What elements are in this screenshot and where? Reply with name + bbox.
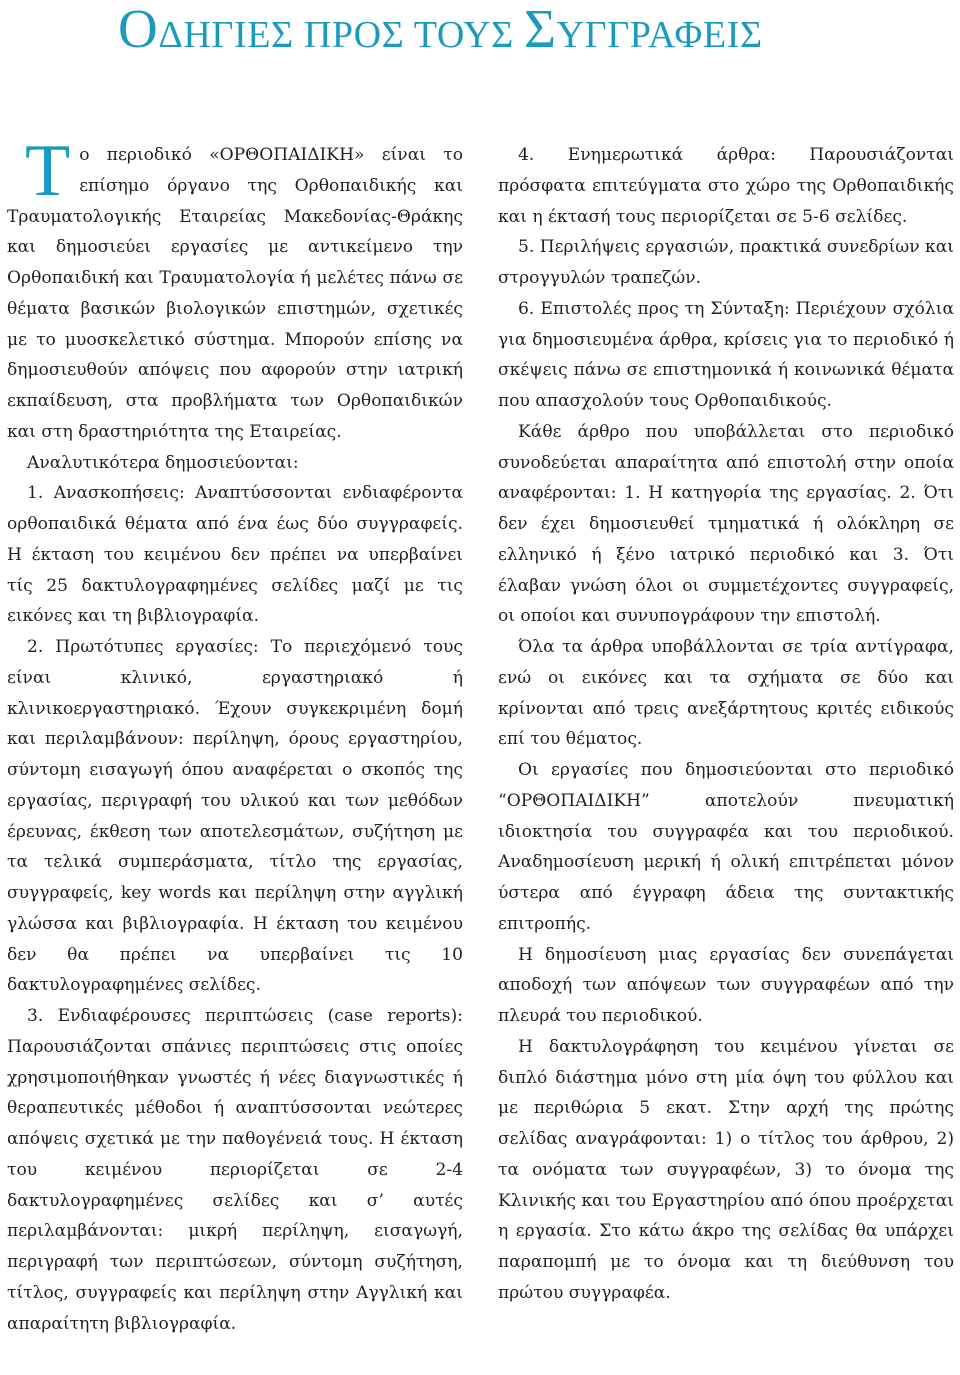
- typing-instructions-paragraph: Η δακτυλογράφηση του κειμένου γίνεται σε διπλό διάστημα μόνο στη μία όψη του φύλλου και με περιθώρια 5 εκατ. Στην αρχή της πρώτης σελίδας αναγράφονται: 1) ο τίτλος του άρθρου, 2) τα ονόματα των συγγραφέων, 3) το όνομα της Κλινικής και του Εργαστηρίου από όπου προέρχεται η εργασία. Στο κάτω άκρο της σελίδας θα υπάρχει παραπομπή με το όνομα και τη διεύθυνση του πρώτου συγγραφέα.: [498, 1036, 954, 1303]
- title-initial: Ο: [118, 0, 159, 59]
- left-column: [7, 130, 463, 1339]
- review-paragraph: Όλα τα άρθρα υποβάλλονται σε τρία αντίγραφα, ενώ οι εικόνες και τα σχήματα σε δύο και κρίνονται από τρεις ανεξάρτητους κριτές ειδικούς επί του θέματος.: [498, 637, 954, 750]
- title-initial: Σ: [523, 0, 557, 59]
- item-informative-articles: 4. Ενημερωτικά άρθρα: Παρουσιάζονται πρόσφατα επιτεύγματα στο χώρο της Ορθοπαιδικής και η έκτασή τους περιορίζεται σε 5-6 σελίδες.: [498, 145, 954, 227]
- intro-paragraph: [7, 130, 463, 448]
- item-original-papers: 2. Πρωτότυπες εργασίες: Το περιεχόμενό τους είναι κλινικό, εργαστηριακό ή κλινικοεργαστηριακό. Έχουν συγκεκριμένη δομή και περιλαμβάνουν: περίληψη, όρους εργαστηρίου, σύντομη εισαγωγή όπου αναφέρεται ο σκοπός της εργασίας, περιγραφή του υλικού και των μεθόδων έρευνας, έκθεση των αποτελεσμάτων, συζήτηση με τα τελικά συμπεράσματα, τίτλο της εργασίας, συγγραφείς, key words και περίληψη στην αγγλική γλώσσα και βιβλιογραφία. Η έκταση του κειμένου δεν θα πρέπει να υπερβαίνει τις 10 δακτυλογραφημένες σελίδες.: [7, 637, 463, 996]
- intro-text: ο περιοδικό «ΟΡΘΟΠΑΙΔΙΚΗ» είναι το επίσημο όργανο της Ορθοπαιδικής και Τραυματολογικής Εταιρείας Μακεδονίας-Θράκης και δημοσιεύει εργασίες με αντικείμενο την Ορθοπαιδική και Τραυματολογία ή μελέτες πάνω σε θέματα βασικών βιολογικών επιστημών, σχετικές με το μυοσκελετικό σύστημα. Μπορούν επίσης να δημοσιευθούν απόψεις που αφορούν στην ιατρική εκπαίδευση, στα προβλήματα των Ορθοπαιδικών και στη δραστηριότητα της Εταιρείας.: [7, 145, 463, 442]
- cover-letter-paragraph: Κάθε άρθρο που υποβάλλεται στο περιοδικό συνοδεύεται απαραίτητα από επιστολή στην οποία αναφέρονται: 1. Η κατηγορία της εργασίας. 2. Ότι δεν έχει δημοσιευθεί τμηματικά ή ολόκληρη σε ελληνικό ή ξένο ιατρικό περιοδικό και 3. Ότι έλαβαν γνώση όλοι οι συμμετέχοντες συγγραφείς, οι οποίοι και συνυπογράφουν την επιστολή.: [498, 421, 954, 627]
- item-abstracts: 5. Περιλήψεις εργασιών, πρακτικά συνεδρίων και στρογγυλών τραπεζών.: [498, 237, 954, 288]
- right-column: [498, 140, 954, 1309]
- list-intro: Αναλυτικότερα δημοσιεύονται:: [27, 452, 299, 473]
- title-text: ΔΗΓΙΕΣ ΠΡΟΣ ΤΟΥΣ: [158, 14, 514, 56]
- item-letters: 6. Επιστολές προς τη Σύνταξη: Περιέχουν σχόλια για δημοσιευμένα άρθρα, κρίσεις για το περιοδικό ή σκέψεις πάνω σε επιστημονικά ή κοινωνικά θέματα που απασχολούν τους Ορθοπαιδικούς.: [498, 298, 954, 411]
- page-title: [118, 2, 858, 62]
- item-reviews: 1. Ανασκοπήσεις: Αναπτύσσονται ενδιαφέροντα ορθοπαιδικά θέματα από ένα έως δύο συγγραφείς. Η έκταση του κειμένου δεν πρέπει να υπερβαίνει τίς 25 δακτυλογραφημένες σελίδες μαζί με τις εικόνες και τη βιβλιογραφία.: [7, 483, 463, 627]
- drop-cap: Τ: [25, 130, 71, 212]
- title-text: ΥΓΓΡΑΦΕΙΣ: [556, 14, 763, 56]
- disclaimer-paragraph: Η δημοσίευση μιας εργασίας δεν συνεπάγεται αποδοχή των απόψεων των συγγραφέων από την πλευρά του περιοδικού.: [498, 944, 954, 1026]
- copyright-paragraph: Οι εργασίες που δημοσιεύονται στο περιοδικό “ΟΡΘΟΠΑΙΔΙΚΗ” αποτελούν πνευματική ιδιοκτησία του συγγραφέα και του περιοδικού. Αναδημοσίευση μερική ή ολική επιτρέπεται μόνον ύστερα από έγγραφη άδεια της συντακτικής επιτροπής.: [498, 760, 954, 934]
- item-case-reports: 3. Ενδιαφέρουσες περιπτώσεις (case reports): Παρουσιάζονται σπάνιες περιπτώσεις στις οποίες χρησιμοποιήθηκαν γνωστές ή νέες διαγνωστικές ή θεραπευτικές μέθοδοι ή αναπτύσσονται νεώτερες απόψεις σχετικά με την παθογένειά τους. Η έκταση του κειμένου περιορίζεται σε 2-4 δακτυλογραφημένες σελίδες και σ’ αυτές περιλαμβάνονται: μικρή περίληψη, εισαγωγή, περιγραφή των περιπτώσεων, σύντομη συζήτηση, τίτλος, συγγραφείς και περίληψη στην Αγγλική και απαραίτητη βιβλιογραφία.: [7, 1006, 463, 1334]
